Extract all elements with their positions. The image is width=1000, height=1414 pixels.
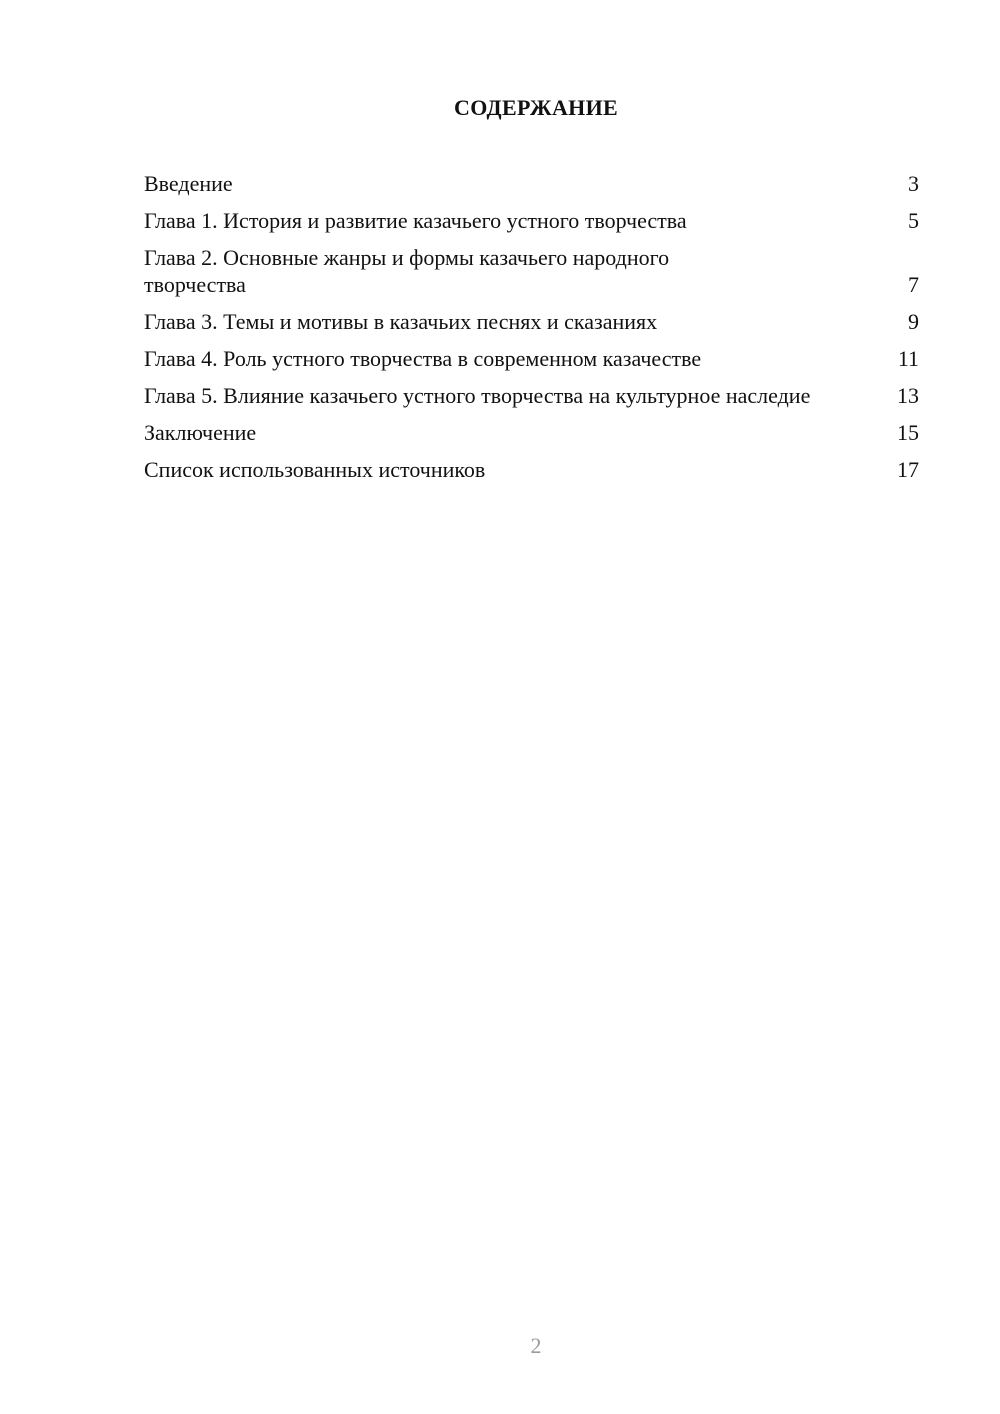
toc-entry-text: Глава 4. Роль устного творчества в современном казачестве xyxy=(144,346,702,371)
toc-entry-text: Глава 5. Влияние казачьего устного творчества на культурное наследие xyxy=(144,383,811,408)
toc-entry-chapter-4 xyxy=(144,345,919,372)
toc-entry-page: 13 xyxy=(897,383,919,408)
toc-entry-chapter-3 xyxy=(144,308,919,335)
toc-entry-page: 17 xyxy=(897,457,919,482)
toc-entry-text: Введение xyxy=(144,171,233,196)
toc-entry-text: Глава 2. Основные жанры и формы казачьего народного творчества xyxy=(144,245,670,297)
toc-entry-introduction xyxy=(144,170,919,197)
toc-entry-chapter-1 xyxy=(144,207,919,234)
toc-entry-conclusion xyxy=(144,419,919,446)
toc-entry-page: 15 xyxy=(897,420,919,445)
table-of-contents xyxy=(144,170,919,493)
toc-entry-chapter-5 xyxy=(144,382,919,409)
toc-entry-text: Список использованных источников xyxy=(144,457,486,482)
toc-entry-page: 9 xyxy=(908,309,919,334)
toc-entry-page: 11 xyxy=(897,346,919,371)
toc-entry-page: 5 xyxy=(908,208,919,233)
toc-entry-page: 7 xyxy=(908,272,919,297)
toc-entry-page: 3 xyxy=(908,171,919,196)
toc-title: СОДЕРЖАНИЕ xyxy=(454,95,618,120)
toc-entry-text: Глава 3. Темы и мотивы в казачьих песнях и сказаниях xyxy=(144,309,658,334)
page-number: 2 xyxy=(530,1333,542,1358)
toc-entry-chapter-2 xyxy=(144,244,919,298)
toc-entry-references xyxy=(144,456,919,483)
toc-entry-text: Заключение xyxy=(144,420,257,445)
toc-entry-text: Глава 1. История и развитие казачьего устного творчества xyxy=(144,208,687,233)
